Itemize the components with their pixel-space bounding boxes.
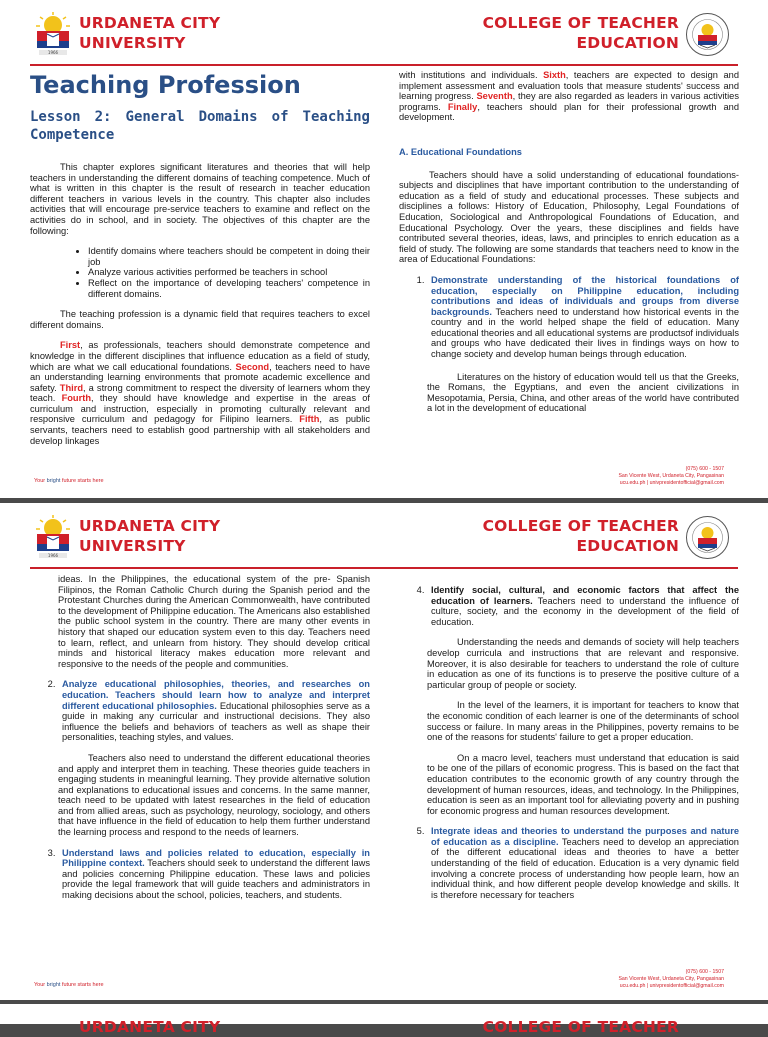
- learners-paragraph: In the level of the learners, it is important for teachers to know that the economic condition of each learner is one of the determinants of school success or failure. In many areas in the Philippines, poverty remains to be one of the reasons for students' failure to get a proper education.: [427, 700, 739, 743]
- standard-item: 3. Understand laws and policies related to education, especially in Philippine context. Teachers should seek to understand the different laws and policies concerning Philippine education. These laws and policies provide the legal framework that will guide teachers and administrators in making decisions about the school, policies, teachers, and students.: [58, 848, 370, 901]
- foundations-paragraph: Teachers should have a solid understanding of educational foundations-subjects and disciplines that have important contribution to the understanding of education as a field of study and educational processes. These subjects and disciplines a follows: History of Education, Philosophy, Legal Foundations of Education, Sociological and Anthropological Foundations of Education, and Educational Psychology. Over the years, these disciplines and fields have contributed several theories, ideas, laws, and principles to enrich education as a field of study. The following are some standards that teachers need to know in the area of Educational Foundations:: [399, 169, 739, 265]
- standard-item: 4. Identify social, cultural, and economic factors that affect the education of learners. Teachers need to understand the influence of culture, society, and the economy in the development of the field of education.: [427, 585, 739, 627]
- document-page-3: [0, 1004, 768, 1036]
- college-name: COLLEGE OF TEACHER EDUCATION: [482, 517, 679, 555]
- domains-continued-paragraph: with institutions and individuals. Sixth, teachers are expected to design and implement assessment and evaluation tools that measure students' success and learning progress. Seventh, they are also regarded as leaders in various activities programs. Finally, teachers should plan for their professional growth and development.: [399, 70, 740, 123]
- logo-year: 1966: [47, 50, 59, 55]
- standard-item: 5. Integrate ideas and theories to understand the purposes and nature of education as a discipline. Teachers need to develop an appreciation of the different educational ideas and theories to have a better understanding of the field of education. Education is a very dynamic field involving a concrete process of understanding how people learn, how an individual think, and how different people develop knowledge and skills. It is therefore necessary for teachers: [427, 826, 739, 900]
- footer-tagline: Your bright future starts here: [34, 478, 104, 484]
- standards-list: [399, 585, 739, 627]
- standard-item: 1. Demonstrate understanding of the historical foundations of education, especially on Philippine education, including contributions and ideas of individuals and groups from diverse backgrounds. Teachers need to understand how historical events in the country and in the world helped shape the field of education. Many educational theories and all educational systems are productsof individuals and groups who have dedicated their lives in findings ways on how to change society and develop human beings through education.: [427, 275, 739, 360]
- intro-paragraph: This chapter explores significant literatures and theories that will help teachers in understanding the different domains of teaching competence. Much of what is written in this chapter is the result of research in teacher education different teachers in various levels in the country. This chapter also includes activities that will encourage pre-service teachers to examine and reflect on the activities do in school, and in society. The objectives of this chapter are the following:: [30, 162, 370, 236]
- footer-contact: (075) 600 - 1507 San Vicente West, Urdaneta City, Pangasinan ucu.edu.ph | univpresidentofficial@gmail.com: [618, 969, 724, 989]
- right-column: [399, 585, 739, 900]
- standards-list: [30, 848, 370, 901]
- standards-list: [399, 826, 739, 900]
- needs-paragraph: Understanding the needs and demands of society will help teachers develop curricula and instructions that are relevant and responsive. Moreover, it is also desirable for teachers to understand the role of culture in education as one of its functions is to preserve the positive culture of a particular group of people or society.: [427, 637, 739, 690]
- objective-item: • Analyze various activities performed be teachers in school: [88, 267, 370, 278]
- macro-paragraph: On a macro level, teachers must understand that education is said to be one of the pillars of economic progress. This is based on the fact that education contributes to the economic growth of any country through the development of human resources, ideas, and technology. In the Philippines, education is seen as an important tool for alleviating poverty and in pushing for economic progress and human resources development.: [427, 752, 739, 816]
- section-heading: A. Educational Foundations: [399, 146, 522, 157]
- left-column: [30, 574, 370, 901]
- header-rule: [30, 64, 738, 66]
- college-seal-icon: [685, 12, 730, 57]
- header-rule: [30, 567, 738, 569]
- document-page-2: [0, 503, 768, 1000]
- objectives-list: [30, 246, 370, 299]
- domains-paragraph: First, as professionals, teachers should demonstrate competence and knowledge in the different disciplines that influence education as a field of study, which are what we call educational foundations. Second, teachers need to have an understanding learning environments that promote academic excellence and safety. Third, a strong commitment to respect the diversity of learners whom they teach. Fourth, they should have knowledge and expertise in the areas of curriculum and instruction, especially in promoting culturally relevant and responsive curriculum and pedagogy for Filipino learners. Fifth, as public servants, teachers need to establish good partnership with all stakeholders and develop linkages: [30, 340, 371, 446]
- document-page-1: [0, 0, 768, 498]
- left-column: [30, 72, 370, 456]
- university-logo: [33, 12, 73, 57]
- page-title: Teaching Profession: [30, 71, 301, 99]
- page-header: [0, 0, 768, 68]
- logo-year: 1966: [47, 553, 59, 558]
- standard-item: 2. Analyze educational philosophies, theories, and researches on education. Teachers should learn how to analyze and interpret different educational philosophies. Educational philosophies serve as a guide in making any curricular and instructional decisions. They also influence the beliefs and behaviors of teachers as well as shape their personalities, teaching styles, and values.: [58, 679, 370, 743]
- university-logo: [33, 515, 73, 560]
- dynamic-field-paragraph: The teaching profession is a dynamic field that requires teachers to excel different domains.: [30, 309, 370, 330]
- footer-tagline: Your bright future starts here: [34, 982, 104, 988]
- college-seal-icon: [685, 515, 730, 560]
- ideas-paragraph: ideas. In the Philippines, the educational system of the pre- Spanish Filipinos, the Roman Catholic Church during the Spanish period and the Protestant Churches during the American Commonwealth, have contributed to the development of Philippine education. The Americans also established the public school system in the country. There are many other events in history that shaped our education system even to this day. Teachers need to learn, reflect, and unlearn from history. They should develop critical minds and historical literacy makes education more relevant and responsive to the needs of the people and communities.: [58, 574, 370, 669]
- college-name: COLLEGE OF TEACHER EDUCATION: [482, 14, 679, 52]
- university-name: URDANETA CITY UNIVERSITY: [79, 14, 221, 52]
- theories-paragraph: Teachers also need to understand the different educational theories and apply and interpret them in teaching. These theories guide teachers in engaging students in meaningful learning. They provide alternative solution and explanations to educational issues and concerns. In the same manner, teach need to be updated with latest researches in the field of education and from allied areas, such as psychology, neurology, sociology, and others that have influence in the field of education to help them further understand the learning process and respond to the needs of learners.: [58, 752, 370, 838]
- literatures-paragraph: Literatures on the history of education would tell us that the Greeks, the Romans, the Egyptians, and even the ancient civilizations in Mesopotamia, Persia, China, and other areas of the world have contributed a lot in the development of educational: [427, 371, 739, 414]
- page-header: [0, 503, 768, 571]
- objective-item: • Reflect on the importance of developing teachers' competence in different domains.: [88, 278, 370, 299]
- university-name: URDANETA CITY: [79, 1018, 221, 1036]
- college-name: COLLEGE OF TEACHER: [482, 1018, 679, 1036]
- standards-list: [399, 275, 739, 360]
- right-column: [399, 70, 739, 424]
- objective-item: • Identify domains where teachers should be competent in doing their job: [88, 246, 370, 267]
- university-name: URDANETA CITY UNIVERSITY: [79, 517, 221, 555]
- standards-list: [30, 679, 370, 743]
- lesson-heading: Lesson 2: General Domains of Teaching Competence: [30, 109, 370, 143]
- footer-contact: (075) 600 - 1507 San Vicente West, Urdaneta City, Pangasinan ucu.edu.ph | univpresidentofficial@gmail.com: [618, 466, 724, 486]
